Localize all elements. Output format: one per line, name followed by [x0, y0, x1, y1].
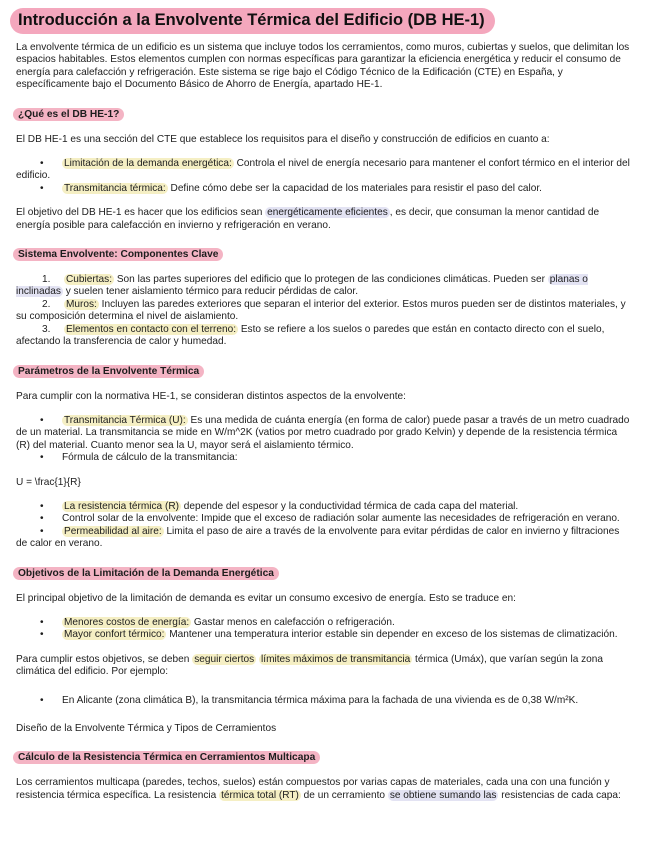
highlighted-term: Elementos en contacto con el terreno: [66, 323, 237, 335]
list-item [16, 452, 632, 464]
list-number: 1. [42, 274, 51, 286]
list-item-text: Limita el paso de aire a través de la envolvente para evitar pérdidas de calor en invierno y filtraciones de calor en verano. [16, 525, 620, 550]
section-heading-parametros: Parámetros de la Envolvente Térmica [13, 365, 204, 378]
list-item-text: Gastar menos en calefacción o refrigeración. [191, 616, 395, 628]
highlighted-term: La resistencia térmica (R) [64, 500, 179, 512]
list-item-text: Control solar de la envolvente: Impide que el exceso de radiación solar aumente las necesidades de refrigeración en verano. [62, 513, 620, 525]
text: Para cumplir estos objetivos, se deben [16, 653, 193, 665]
highlighted-text: se obtiene sumando las [389, 789, 497, 801]
highlighted-term: Menores costos de energía: [64, 616, 190, 628]
bullet-icon: • [40, 414, 44, 426]
bullet-list [16, 695, 632, 707]
highlighted-term: Cubiertas: [66, 274, 113, 286]
bullet-icon: • [40, 158, 44, 170]
text: , es decir, que consuman la menor cantidad de energía posible para calefacción en invierno y refrigeración en verano. [16, 207, 600, 231]
list-item-text: Define cómo debe ser la capacidad de los materiales para resistir el paso del calor. [167, 182, 542, 194]
bullet-icon: • [40, 525, 44, 537]
list-item [16, 158, 632, 183]
page-title: Introducción a la Envolvente Térmica del Edificio (DB HE-1) [10, 8, 495, 34]
list-item [16, 513, 632, 525]
section-heading-sistema-envolvente: Sistema Envolvente: Componentes Clave [13, 248, 223, 261]
list-item [16, 274, 632, 299]
text: Los cerramientos multicapa (paredes, techos, suelos) están compuestos por varias capas de materiales, cada una con una función y resistencia térmica específica. La resistencia [16, 777, 610, 801]
highlighted-text: seguir ciertos [194, 653, 255, 665]
formula: U = \frac{1}{R} [16, 476, 81, 488]
bullet-icon: • [40, 513, 44, 525]
bullet-list [16, 617, 632, 642]
bullet-icon: • [40, 500, 44, 512]
list-item [16, 415, 632, 452]
list-item-text: Mantener una temperatura interior estable sin depender en exceso de los sistemas de climatización. [166, 629, 618, 641]
paragraph: Para cumplir con la normativa HE-1, se consideran distintos aspectos de la envolvente: [16, 390, 406, 402]
bullet-list [16, 501, 632, 551]
text: El objetivo del DB HE-1 es hacer que los edificios sean [16, 207, 266, 219]
list-item-text: Controla el nivel de energía necesario para mantener el confort térmico en el interior del edificio. [16, 158, 630, 182]
list-item [16, 501, 632, 513]
bullet-icon: • [40, 182, 44, 194]
list-item [16, 629, 632, 641]
list-number: 2. [42, 298, 51, 310]
list-item-text: Esto se refiere a los suelos o paredes que están en contacto directo con el suelo, afectando la transferencia de calor y humedad. [16, 323, 605, 348]
highlighted-term: Permeabilidad al aire: [64, 525, 162, 537]
list-item [16, 526, 632, 551]
list-item-text: Incluyen las paredes exteriores que separan el interior del exterior. Estos muros pueden ser de distintos materiales, y su composición determina el nivel de aislamiento. [16, 298, 626, 323]
list-item-text: Fórmula de cálculo de la transmitancia: [62, 452, 238, 464]
list-number: 3. [42, 323, 51, 335]
highlighted-term: Limitación de la demanda energética: [64, 158, 232, 170]
section-heading-calculo: Cálculo de la Resistencia Térmica en Cerramientos Multicapa [13, 751, 320, 764]
bullet-list [16, 415, 632, 465]
paragraph: El DB HE-1 es una sección del CTE que establece los requisitos para el diseño y construcción de edificios en cuanto a: [16, 133, 550, 145]
bullet-list [16, 158, 632, 195]
paragraph [16, 654, 632, 679]
text: resistencias de cada capa: [498, 789, 621, 801]
highlighted-term: Mayor confort térmico: [64, 629, 165, 641]
list-item-text: Son las partes superiores del edificio que lo protegen de las condiciones climáticas. Pueden ser [114, 274, 548, 286]
list-item-text: y suelen tener aislamiento térmico para reducir pérdidas de calor. [62, 286, 359, 298]
list-item [16, 324, 632, 349]
highlighted-term: Transmitancia térmica: [64, 182, 166, 194]
highlighted-term: Muros: [66, 298, 97, 310]
text: de un cerramiento [300, 789, 388, 801]
intro-paragraph: La envolvente térmica de un edificio es un sistema que incluye todos los cerramientos, como muros, cubiertas y suelos, que delimitan los espacios habitables. Estos elementos cumplen con normas específicas para garantizar la eficiencia energética y reducir el consumo de energía para calefacción y refrigeración. Este sistema se rige bajo el Código Técnico de la Edificación (CTE) en España, y específicamente bajo el Documento Básico de Ahorro de Energía, apartado HE-1. [16, 42, 630, 91]
section-heading-db-he1: ¿Qué es el DB HE-1? [13, 108, 124, 121]
highlighted-text: energéticamente eficientes [267, 207, 388, 219]
list-item [16, 183, 632, 195]
paragraph: El principal objetivo de la limitación de demanda es evitar un consumo excesivo de energía. Esto se traduce en: [16, 592, 516, 604]
list-item-text: En Alicante (zona climática B), la transmitancia térmica máxima para la fachada de una vivienda es de 0,38 W/m²K. [62, 694, 579, 706]
highlighted-term: Transmitancia Térmica (U): [64, 414, 186, 426]
bullet-icon: • [40, 452, 44, 464]
highlighted-text: térmica total (RT) [221, 789, 299, 801]
list-item [16, 617, 632, 629]
paragraph [16, 207, 632, 232]
list-item-text: Es una medida de cuánta energía (en forma de calor) puede pasar a través de un metro cuadrado de un material. La transmitancia se mide en W/m^2K (vatios por metro cuadrado por grado Kelvin) y depende de la resistencia térmica (R) del material. Cuanto menor sea la U, mayor será el aislamiento térmico. [16, 414, 630, 451]
highlighted-text: planas o inclinadas [16, 274, 588, 298]
bullet-icon: • [40, 694, 44, 706]
paragraph [16, 777, 632, 802]
section-heading-objetivos: Objetivos de la Limitación de la Demanda Energética [13, 567, 279, 580]
list-item [16, 299, 632, 324]
highlighted-text: límites máximos de transmitancia [261, 653, 411, 665]
list-item [16, 695, 632, 707]
text: térmica (Umáx), que varían según la zona climática del edificio. Por ejemplo: [16, 653, 603, 678]
bullet-icon: • [40, 629, 44, 641]
list-item-text: depende del espesor y la conductividad térmica de cada capa del material. [181, 500, 519, 512]
numbered-list [16, 274, 632, 348]
paragraph: Diseño de la Envolvente Térmica y Tipos de Cerramientos [16, 723, 277, 734]
bullet-icon: • [40, 616, 44, 628]
